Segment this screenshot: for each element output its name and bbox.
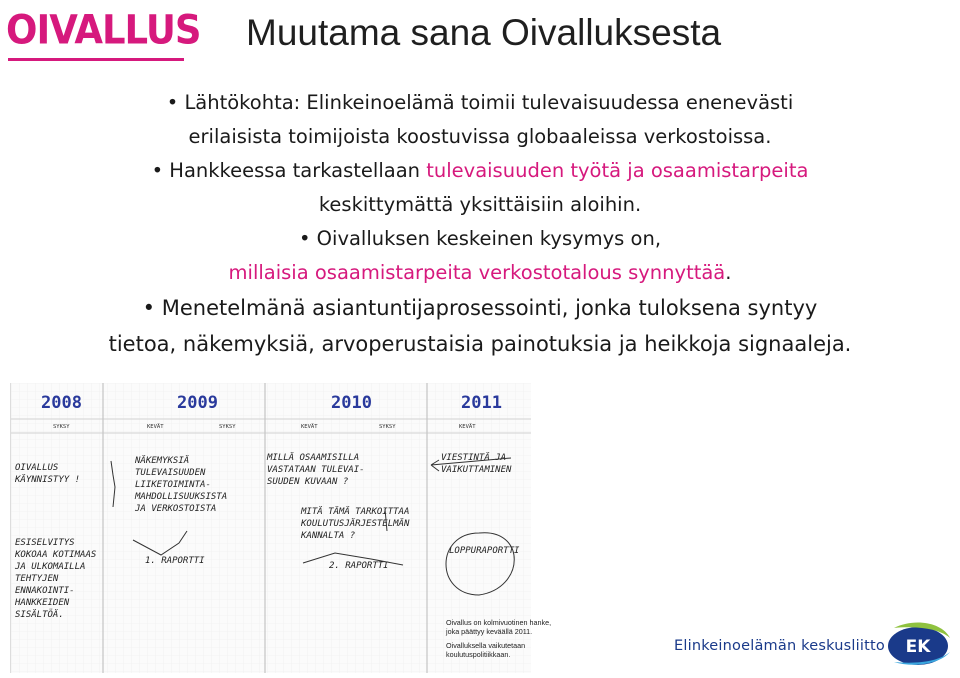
note-pre-2: KOKOAA KOTIMAAS — [15, 550, 97, 560]
ek-mark-text: EK — [905, 637, 931, 657]
report-1: 1. RAPORTTI — [145, 556, 205, 566]
note-start-2: KÄYNNISTYY ! — [15, 475, 81, 485]
ek-logo — [884, 618, 952, 668]
bullet-4-line-2: tietoa, näkemyksiä, arvoperustaisia painotuksia ja heikkoja signaaleja. — [108, 332, 852, 356]
note-start-1: OIVALLUS — [15, 463, 59, 473]
note-pre-4: TEHTYJEN — [15, 574, 59, 584]
bullet-4-line-1: • Menetelmänä asiantuntijaprosessointi, jonka tuloksena syntyy — [142, 296, 818, 320]
season-1: SYKSY — [53, 424, 70, 430]
note-views-5: JA VERKOSTOISTA — [135, 504, 217, 514]
season-3: SYKSY — [219, 424, 236, 430]
note-skills-1: MILLÄ OSAAMISILLA — [267, 453, 360, 463]
season-2: KEVÄT — [147, 424, 164, 430]
note-views-2: TULEVAISUUDEN — [135, 468, 206, 478]
caption-2: Oivalluksella vaikutetaan koulutuspolitiikkaan. — [446, 640, 526, 660]
note-edu-2: KOULUTUSJÄRJESTELMÄN — [301, 519, 410, 529]
year-2008: 2008 — [41, 393, 82, 413]
season-5: SYKSY — [379, 424, 396, 430]
bullet-2-highlight: tulevaisuuden työtä ja osaamistarpeita — [426, 159, 809, 182]
bullet-1-line-1: • Lähtökohta: Elinkeinoelämä toimii tulevaisuudessa enenevästi — [166, 91, 794, 114]
note-comms-2: VAIKUTTAMINEN — [441, 465, 512, 475]
oivallus-logo: OIVALLUS — [6, 6, 201, 54]
final-report: LOPPURAPORTTI — [449, 546, 520, 556]
note-pre-7: SISÄLTÖÄ. — [15, 610, 64, 620]
page-title: Muutama sana Oivalluksesta — [246, 12, 722, 53]
note-views-4: MAHDOLLISUUKSISTA — [135, 492, 228, 502]
note-skills-2: VASTATAAN TULEVAI- — [267, 465, 365, 475]
note-views-1: NÄKEMYKSIÄ — [135, 456, 190, 466]
year-2011: 2011 — [461, 393, 502, 413]
note-comms-1: VIESTINTÄ JA — [441, 453, 507, 463]
bullet-2-line-2: keskittymättä yksittäisiin aloihin. — [318, 193, 642, 216]
bullet-2-line-1: • Hankkeessa tarkastellaan tulevaisuuden työtä ja osaamistarpeita — [151, 159, 809, 182]
project-caption — [446, 618, 556, 664]
bullet-list — [20, 86, 940, 362]
bullet-3-line-1: • Oivalluksen keskeinen kysymys on, — [298, 227, 662, 250]
note-edu-1: MITÄ TÄMÄ TARKOITTAA — [301, 507, 410, 517]
note-pre-1: ESISELVITYS — [15, 538, 75, 548]
season-4: KEVÄT — [301, 424, 318, 430]
bullet-3-highlight: millaisia osaamistarpeita verkostotalous synnyttää — [228, 261, 726, 284]
logo-underline — [8, 58, 184, 61]
year-2010: 2010 — [331, 393, 372, 413]
season-6: KEVÄT — [459, 424, 476, 430]
bullet-3-line-2: millaisia osaamistarpeita verkostotalous synnyttää. — [228, 261, 732, 284]
year-2009: 2009 — [177, 393, 218, 413]
bullet-1-line-2: erilaisista toimijoista koostuvissa globaaleissa verkostoissa. — [188, 125, 772, 148]
note-pre-5: ENNAKOINTI- — [15, 586, 75, 596]
note-edu-3: KANNALTA ? — [301, 531, 356, 541]
report-2: 2. RAPORTTI — [329, 561, 389, 571]
note-skills-3: SUUDEN KUVAAN ? — [267, 477, 349, 487]
note-pre-6: HANKKEIDEN — [15, 598, 70, 608]
note-pre-3: JA ULKOMAILLA — [15, 562, 86, 572]
note-views-3: LIIKETOIMINTA- — [135, 480, 211, 490]
caption-1: Oivallus on kolmivuotinen hanke, joka päättyy keväällä 2011. — [446, 618, 552, 637]
organization-name: Elinkeinoelämän keskusliitto — [674, 638, 885, 654]
